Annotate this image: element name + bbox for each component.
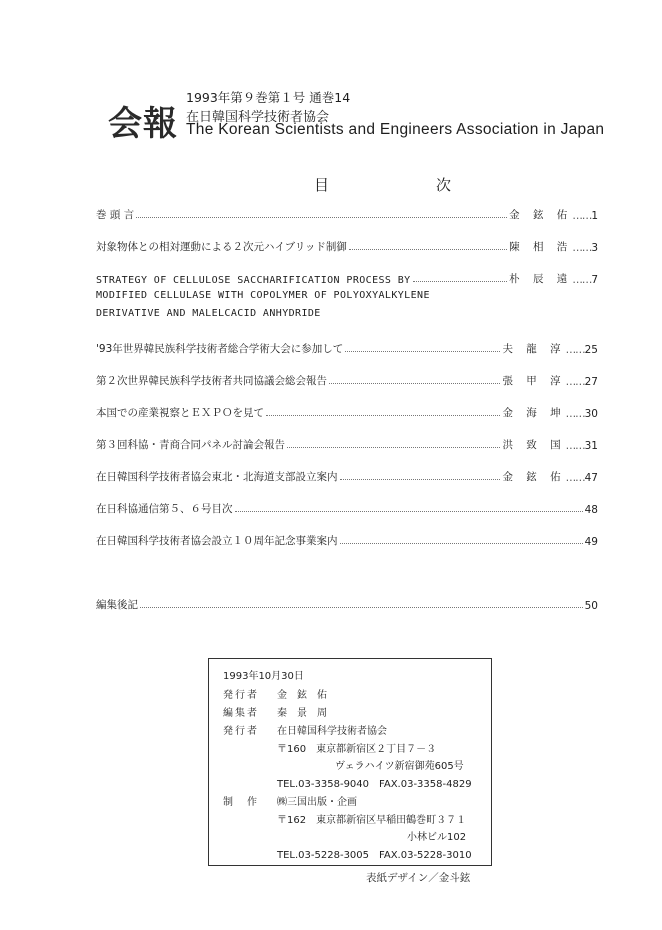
toc-entry-title: 在日韓国科学技術者協会設立１０周年記念事業案内 (96, 535, 338, 547)
toc-entry (96, 206, 598, 222)
toc-entry-title-line: MODIFIED CELLULASE WITH COPOLYMER OF POLYOXYALKYLENE (96, 290, 430, 301)
leader-dots (287, 447, 500, 448)
leader-dots (140, 607, 583, 608)
publisher-name: 金 鉉 佑 (277, 690, 327, 701)
toc-entry (96, 404, 598, 420)
publish-date: 1993年10月30日 (223, 671, 304, 682)
leader-dots (136, 217, 507, 218)
leader-dots (235, 511, 583, 512)
toc-entry-page: …… 27 (566, 376, 598, 388)
toc-title: 目 次 (314, 176, 498, 194)
colophon-box (208, 658, 492, 866)
toc-entry-page: …… 1 (572, 210, 598, 222)
issue-info: 1993年第９巻第１号 通巻14 (186, 90, 351, 105)
leader-dots (340, 479, 501, 480)
toc-entry-title: 対象物体との相対運動による２次元ハイブリッド制御 (96, 241, 347, 253)
org-name-en: The Korean Scientists and Engineers Association in Japan (186, 121, 605, 138)
toc-entry (96, 270, 598, 286)
toc-entry-page: …… 30 (566, 408, 598, 420)
toc-entry-title: 在日韓国科学技術者協会東北・北海道支部設立案内 (96, 471, 338, 483)
cover-design-credit: 表紙デザイン／金斗鉉 (366, 872, 471, 884)
toc-entry-author: 夫 龍 淳 (502, 343, 566, 355)
editor-name: 秦 景 周 (277, 708, 327, 719)
toc-entry-page: 48 (584, 504, 598, 516)
org-name-jp: 在日韓国科学技術者協会 (186, 110, 330, 125)
leader-dots (340, 543, 583, 544)
toc-entry-page: …… 3 (572, 242, 598, 254)
toc-entry-title: STRATEGY OF CELLULOSE SACCHARIFICATION PROCESS BY (96, 275, 411, 286)
toc-entry (96, 372, 598, 388)
toc-entry-title: 巻 頭 言 (96, 209, 135, 221)
bulletin-logo: 会報 (108, 104, 178, 144)
toc-entry-page: 50 (584, 600, 598, 612)
toc-entry-author: 陳 相 浩 (509, 241, 573, 253)
toc-entry (96, 532, 598, 548)
leader-dots (413, 281, 508, 282)
toc-entry-title: 第３回科協・青商合同パネル討論会報告 (96, 439, 285, 451)
toc-entry-page: 49 (584, 536, 598, 548)
toc-entry-author: 金 鉉 佑 (502, 471, 566, 483)
issuer-label: 発行者 (223, 726, 259, 737)
issuer-address: 〒160 東京都新宿区２丁目７－３ (277, 744, 437, 755)
publisher-label: 発行者 (223, 690, 259, 701)
toc-entry-author: 金 鉉 佑 (509, 209, 573, 221)
leader-dots (266, 415, 500, 416)
toc-entry-title: '93年世界韓民族科学技術者総合学術大会に参加して (96, 343, 344, 355)
toc-entry-author: 朴 辰 遠 (509, 273, 573, 285)
toc-entry-title: 本国での産業視察とＥＸＰＯを見て (96, 407, 264, 419)
leader-dots (349, 249, 507, 250)
production-address: 〒162 東京都新宿区早稲田鶴巻町３７１ (277, 815, 467, 826)
editor-label: 編集者 (223, 708, 259, 719)
toc-entry-page: …… 25 (566, 344, 598, 356)
leader-dots (345, 351, 500, 352)
toc-entry-page: …… 47 (566, 472, 598, 484)
toc-entry (96, 500, 598, 516)
production-building: 小林ビル102 (407, 832, 467, 843)
production-tel-fax: TEL.03-5228-3005 FAX.03-5228-3010 (277, 850, 472, 861)
toc-entry (96, 468, 598, 484)
issuer-name: 在日韓国科学技術者協会 (277, 726, 387, 737)
toc-entry (96, 436, 598, 452)
issuer-tel-fax: TEL.03-3358-9040 FAX.03-3358-4829 (277, 779, 472, 790)
leader-dots (329, 383, 500, 384)
toc-entry-author: 金 海 坤 (502, 407, 566, 419)
production-company: ㈱三国出版・企画 (277, 797, 357, 808)
production-label: 制 作 (223, 797, 259, 808)
toc-entry-title: 第２次世界韓民族科学技術者共同協議会総会報告 (96, 375, 327, 387)
toc-entry (96, 596, 598, 612)
toc-entry-page: …… 7 (572, 274, 598, 286)
toc-entry-author: 張 甲 淳 (502, 375, 566, 387)
issuer-building: ヴェラハイツ新宿御苑605号 (335, 761, 464, 772)
toc-entry-author: 洪 致 国 (502, 439, 566, 451)
toc-entry-title: 在日科協通信第５、６号目次 (96, 503, 233, 515)
toc-entry-title: 編集後記 (96, 599, 138, 611)
toc-entry-page: …… 31 (566, 440, 598, 452)
toc-entry (96, 340, 598, 356)
toc-entry (96, 238, 598, 254)
toc-entry-title-line: DERIVATIVE AND MALELCACID ANHYDRIDE (96, 308, 321, 319)
